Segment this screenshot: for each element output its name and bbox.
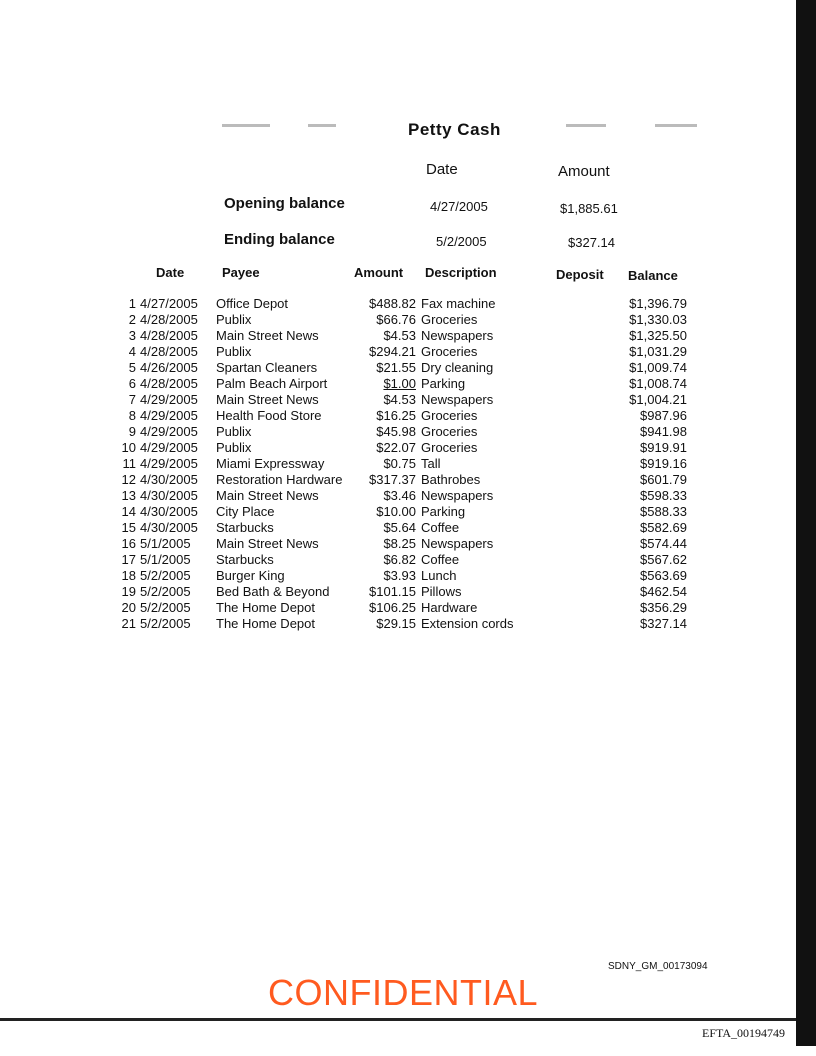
row-payee: Burger King (216, 568, 285, 583)
row-number: 10 (121, 440, 136, 455)
row-payee: City Place (216, 504, 275, 519)
col-header-balance: Balance (628, 268, 678, 283)
row-number: 11 (122, 456, 136, 471)
row-number: 21 (121, 616, 136, 631)
ending-balance-date: 5/2/2005 (436, 234, 487, 249)
row-date: 4/30/2005 (140, 488, 198, 503)
row-payee: Starbucks (216, 552, 274, 567)
row-description: Groceries (421, 312, 478, 327)
row-amount: $22.07 (376, 440, 416, 455)
row-balance: $567.62 (640, 552, 687, 567)
amount-column-header: Amount (558, 163, 610, 180)
scan-edge-bottom (0, 1018, 796, 1021)
row-payee: Starbucks (216, 520, 274, 535)
row-balance: $563.69 (640, 568, 687, 583)
row-amount: $106.25 (369, 600, 416, 615)
row-number: 6 (128, 376, 136, 391)
table-row (112, 616, 692, 632)
row-payee: Publix (216, 344, 252, 359)
col-header-description: Description (425, 265, 497, 280)
row-number: 8 (128, 408, 136, 423)
row-description: Groceries (421, 408, 478, 423)
row-balance: $987.96 (640, 408, 687, 423)
table-row (112, 504, 692, 520)
row-number: 18 (121, 568, 136, 583)
row-number: 15 (121, 520, 136, 535)
table-row (112, 600, 692, 616)
row-amount: $4.53 (383, 392, 416, 407)
row-date: 4/29/2005 (140, 440, 198, 455)
table-row (112, 488, 692, 504)
row-number: 19 (121, 584, 136, 599)
ending-balance-amount: $327.14 (568, 235, 615, 250)
efta-number: EFTA_00194749 (702, 1026, 786, 1040)
row-balance: $327.14 (640, 616, 687, 631)
row-payee: Miami Expressway (216, 456, 325, 471)
row-amount: $488.82 (369, 296, 416, 311)
row-balance: $582.69 (640, 520, 687, 535)
row-date: 4/29/2005 (140, 392, 198, 407)
row-payee: Bed Bath & Beyond (216, 584, 330, 599)
col-header-payee: Payee (222, 265, 260, 280)
row-date: 5/2/2005 (140, 584, 191, 599)
table-row (112, 536, 692, 552)
table-row (112, 344, 692, 360)
row-description: Extension cords (421, 616, 514, 631)
row-amount: $0.75 (383, 456, 416, 471)
row-description: Hardware (421, 600, 478, 615)
row-balance: $941.98 (640, 424, 687, 439)
row-date: 4/30/2005 (140, 472, 198, 487)
scan-mark (655, 124, 697, 127)
row-description: Dry cleaning (421, 360, 494, 375)
confidential-stamp: CONFIDENTIAL (268, 972, 539, 1013)
row-balance: $1,009.74 (629, 360, 687, 375)
row-amount: $21.55 (376, 360, 416, 375)
row-date: 4/26/2005 (140, 360, 198, 375)
row-number: 7 (128, 392, 136, 407)
row-payee: Main Street News (216, 488, 319, 503)
table-row (112, 360, 692, 376)
row-date: 4/29/2005 (140, 424, 198, 439)
ending-balance-label: Ending balance (224, 231, 335, 248)
row-description: Newspapers (421, 536, 494, 551)
date-column-header: Date (426, 161, 458, 178)
row-number: 14 (121, 504, 136, 519)
row-balance: $356.29 (640, 600, 687, 615)
row-date: 5/2/2005 (140, 616, 191, 631)
row-balance: $1,330.03 (629, 312, 687, 327)
row-payee: Publix (216, 440, 252, 455)
row-date: 4/28/2005 (140, 328, 198, 343)
row-number: 16 (121, 536, 136, 551)
col-header-date: Date (156, 265, 185, 280)
row-balance: $1,396.79 (629, 296, 687, 311)
row-description: Tall (421, 456, 441, 471)
row-number: 9 (128, 424, 136, 439)
row-number: 20 (121, 600, 136, 615)
row-payee: Publix (216, 424, 252, 439)
row-payee: Main Street News (216, 536, 319, 551)
table-row (112, 328, 692, 344)
row-payee: The Home Depot (216, 616, 315, 631)
row-date: 5/2/2005 (140, 568, 191, 583)
row-date: 5/2/2005 (140, 600, 191, 615)
scan-mark (566, 124, 606, 127)
row-balance: $574.44 (640, 536, 687, 551)
row-number: 2 (128, 312, 136, 327)
table-row (112, 408, 692, 424)
row-balance: $598.33 (640, 488, 687, 503)
row-description: Coffee (421, 552, 460, 567)
row-amount: $16.25 (376, 408, 416, 423)
row-payee: Spartan Cleaners (216, 360, 318, 375)
row-date: 4/29/2005 (140, 408, 198, 423)
row-description: Groceries (421, 440, 478, 455)
table-row (112, 392, 692, 408)
row-balance: $1,325.50 (629, 328, 687, 343)
row-amount: $3.93 (383, 568, 416, 583)
row-description: Newspapers (421, 392, 494, 407)
row-amount: $45.98 (376, 424, 416, 439)
row-description: Fax machine (421, 296, 496, 311)
row-description: Lunch (421, 568, 457, 583)
row-amount: $294.21 (369, 344, 416, 359)
row-date: 4/29/2005 (140, 456, 198, 471)
row-description: Newspapers (421, 328, 494, 343)
row-balance: $588.33 (640, 504, 687, 519)
col-header-deposit: Deposit (556, 267, 604, 282)
row-amount: $29.15 (376, 616, 416, 631)
table-row (112, 584, 692, 600)
row-payee: Main Street News (216, 392, 319, 407)
row-date: 4/28/2005 (140, 376, 198, 391)
row-amount: $6.82 (383, 552, 416, 567)
row-date: 4/30/2005 (140, 520, 198, 535)
row-number: 1 (128, 296, 136, 311)
row-date: 4/28/2005 (140, 312, 198, 327)
table-row (112, 520, 692, 536)
row-balance: $919.16 (640, 456, 687, 471)
scan-edge-right (796, 0, 816, 1046)
row-amount: $10.00 (376, 504, 416, 519)
table-row (112, 440, 692, 456)
row-date: 4/28/2005 (140, 344, 198, 359)
row-amount: $1.00 (383, 376, 416, 391)
row-payee: Publix (216, 312, 252, 327)
row-number: 12 (121, 472, 136, 487)
row-description: Groceries (421, 424, 478, 439)
row-description: Newspapers (421, 488, 494, 503)
opening-balance-date: 4/27/2005 (430, 199, 488, 214)
table-row (112, 296, 692, 312)
row-description: Groceries (421, 344, 478, 359)
opening-balance-amount: $1,885.61 (560, 201, 618, 216)
row-date: 5/1/2005 (140, 552, 191, 567)
row-balance: $1,008.74 (629, 376, 687, 391)
row-description: Parking (421, 376, 466, 391)
row-payee: Restoration Hardware (216, 472, 343, 487)
row-amount: $101.15 (369, 584, 416, 599)
row-balance: $1,004.21 (629, 392, 687, 407)
row-number: 17 (121, 552, 136, 567)
row-balance: $1,031.29 (629, 344, 687, 359)
row-number: 4 (128, 344, 136, 359)
document-id: SDNY_GM_00173094 (608, 961, 708, 972)
table-row (112, 456, 692, 472)
row-balance: $919.91 (640, 440, 687, 455)
row-number: 5 (128, 360, 136, 375)
row-payee: Office Depot (216, 296, 289, 311)
opening-balance-label: Opening balance (224, 195, 345, 212)
table-row (112, 552, 692, 568)
row-amount: $317.37 (369, 472, 416, 487)
row-description: Coffee (421, 520, 460, 535)
row-date: 4/30/2005 (140, 504, 198, 519)
row-payee: The Home Depot (216, 600, 315, 615)
scan-mark (222, 124, 270, 127)
table-row (112, 312, 692, 328)
row-number: 13 (121, 488, 136, 503)
row-amount: $66.76 (376, 312, 416, 327)
row-amount: $8.25 (383, 536, 416, 551)
table-row (112, 568, 692, 584)
row-number: 3 (128, 328, 136, 343)
scan-mark (308, 124, 336, 127)
col-header-amount: Amount (354, 265, 404, 280)
row-balance: $601.79 (640, 472, 687, 487)
row-amount: $5.64 (383, 520, 416, 535)
row-payee: Health Food Store (216, 408, 322, 423)
row-description: Parking (421, 504, 466, 519)
row-amount: $3.46 (383, 488, 416, 503)
row-payee: Palm Beach Airport (216, 376, 328, 391)
table-row (112, 424, 692, 440)
row-balance: $462.54 (640, 584, 687, 599)
row-amount: $4.53 (383, 328, 416, 343)
row-date: 5/1/2005 (140, 536, 191, 551)
table-row (112, 376, 692, 392)
ledger-table (112, 296, 692, 632)
row-date: 4/27/2005 (140, 296, 198, 311)
table-row (112, 472, 692, 488)
document-title: Petty Cash (408, 120, 501, 139)
row-description: Pillows (421, 584, 462, 599)
row-description: Bathrobes (421, 472, 481, 487)
row-payee: Main Street News (216, 328, 319, 343)
